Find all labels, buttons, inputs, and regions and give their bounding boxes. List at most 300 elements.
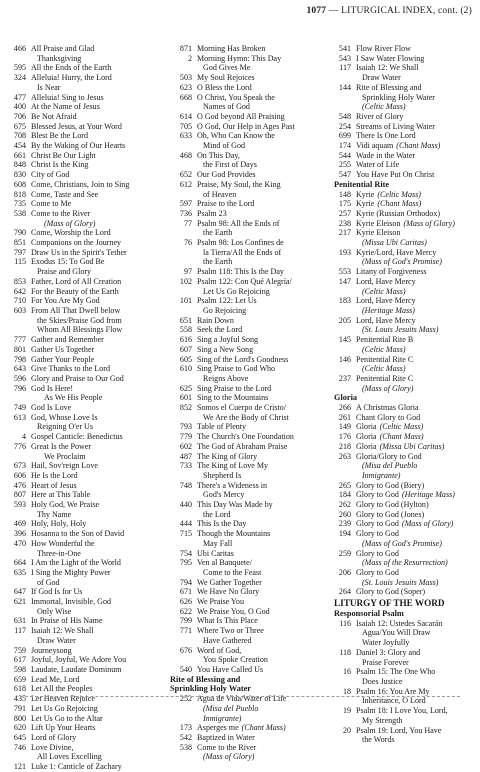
page-header [0, 6, 472, 16]
hymn-number: 779 [179, 432, 192, 442]
hymn-number: 558 [179, 325, 192, 335]
index-entry [334, 248, 478, 258]
hymn-number: 238 [338, 218, 351, 228]
hymn-number: 710 [13, 296, 26, 306]
index-entry [4, 131, 160, 141]
hymn-number: 444 [179, 519, 192, 529]
index-entry [334, 481, 478, 491]
hymn-number: 476 [13, 480, 26, 490]
hymn-title: Christ Be Our Light [31, 150, 96, 160]
index-entry [334, 529, 478, 539]
hymn-number: 675 [13, 121, 26, 131]
index-entry [170, 549, 328, 559]
hymn-title: Daniel 3: Glory and [356, 647, 421, 657]
hymn-title: Penitential Rite C [356, 373, 414, 383]
hymn-number: 798 [13, 354, 26, 364]
hymn-title: Psalm 122: Let Us [197, 296, 257, 306]
hymn-title: God, Whose Love Is [31, 412, 98, 422]
hymn-title: Praise, My Soul, the King [197, 179, 281, 189]
hymn-title: Thy Name [37, 509, 72, 519]
hymn-title: There Is One Lord [356, 131, 416, 141]
hymn-number: 612 [179, 179, 192, 189]
index-entry [334, 316, 478, 326]
hymn-title: Psalm 16: You Are My [356, 686, 430, 696]
hymn-number: 708 [13, 131, 26, 141]
entry-continuation [170, 704, 328, 714]
mass-setting: (Chant Mass) [241, 723, 286, 733]
hymn-title: Isaiah 12: We Shall [356, 63, 419, 73]
index-entry [4, 597, 160, 607]
hymn-title: (Misa del Pueblo [203, 703, 259, 713]
hymn-title: Sing to the Mountains [197, 393, 269, 403]
hymn-number: 664 [13, 558, 26, 568]
hymn-number: 466 [13, 44, 26, 53]
index-entry [170, 122, 328, 132]
index-entry [170, 335, 328, 345]
index-entry [170, 316, 328, 326]
hymn-number: 174 [338, 141, 351, 151]
hymn-title: (Missa Ubi Caritas) [362, 238, 427, 248]
hymn-number: 622 [179, 606, 192, 616]
hymn-title: Let Heaven Rejoice [31, 694, 95, 704]
hymn-title: Flow River Flow [356, 44, 411, 53]
hymn-number: 148 [338, 189, 351, 199]
hymn-title: the Lord [203, 509, 231, 519]
hymn-number: 851 [13, 238, 26, 248]
hymn-title: Gather Us Together [31, 344, 95, 354]
entry-continuation [334, 658, 478, 668]
hymn-title: Come to the Feast [203, 567, 262, 577]
entry-continuation [170, 539, 328, 549]
hymn-number: 603 [13, 305, 26, 315]
hymn-number: 548 [338, 111, 351, 121]
hymn-number: 217 [338, 228, 351, 238]
index-entry [4, 112, 160, 122]
hymn-title: By the Waking of Our Hearts [31, 141, 126, 151]
hymn-title: We Are the Body of Christ [203, 412, 289, 422]
hymn-title: (Mass of Glory) [203, 752, 255, 762]
hymn-title: Isaiah 12: We Shall [31, 626, 94, 636]
hymn-title: How Wonderful the [31, 538, 95, 548]
hymn-number: 454 [13, 141, 26, 151]
hymn-title: My Soul Rejoices [197, 73, 255, 83]
index-entry [4, 714, 160, 724]
hymn-number: 642 [13, 286, 26, 296]
entry-continuation [4, 549, 160, 559]
hymn-number: 617 [13, 655, 26, 665]
hymn-title: la Tierra/All the Ends of [203, 247, 282, 257]
entry-continuation [4, 510, 160, 520]
hymn-number: 759 [13, 645, 26, 655]
hymn-title: Thanksgiving [37, 53, 82, 63]
hymn-title: O God beyond All Praising [197, 111, 285, 121]
index-entry [334, 141, 478, 151]
entry-continuation [170, 471, 328, 481]
hymn-number: 699 [338, 131, 351, 141]
index-entry [334, 160, 478, 170]
hymn-number: 147 [338, 276, 351, 286]
hymn-title: I Sing the Mighty Power [31, 567, 111, 577]
hymn-title: Lord, Have Mercy [356, 296, 416, 306]
hymn-title: Water of Life [356, 160, 400, 170]
index-entry [334, 374, 478, 384]
hymn-title: Glory and Praise to Our God [31, 373, 124, 383]
hymn-title: the Earth [203, 257, 233, 267]
index-entry [170, 44, 328, 54]
hymn-title: Draw Us in the Spirit's Tether [31, 247, 127, 257]
index-entry [4, 403, 160, 413]
hymn-title: Holy, Holy, Holy [31, 519, 87, 529]
hymn-number: 257 [338, 208, 351, 218]
index-entry [4, 384, 160, 394]
hymn-title: Praise to the Lord [197, 199, 255, 209]
hymn-number: 635 [13, 567, 26, 577]
hymn-title: The King of Glory [197, 451, 258, 461]
hymn-title: Shepherd Is [203, 470, 242, 480]
index-entry [334, 44, 478, 54]
index-entry [170, 607, 328, 617]
hymn-title: (Mass of the Resurrection) [362, 558, 448, 568]
hymn-title: Draw Water [362, 73, 401, 83]
hymn-number: 254 [338, 121, 351, 131]
index-entry [170, 743, 328, 753]
index-entry [334, 267, 478, 277]
hymn-number: 598 [13, 665, 26, 674]
hymn-title: In Praise of His Name [31, 616, 103, 626]
hymn-number: 631 [13, 616, 26, 626]
hymn-number: 540 [179, 665, 192, 674]
hymn-number: 616 [179, 335, 192, 345]
index-entry [4, 257, 160, 267]
hymn-number: 538 [179, 742, 192, 752]
index-entry [334, 706, 478, 716]
hymn-title: the First of Days [203, 160, 257, 170]
hymn-title: Glory to God [356, 548, 399, 558]
entry-continuation [170, 102, 328, 112]
hymn-number: 144 [338, 82, 351, 92]
index-entry [170, 519, 328, 529]
hymn-title: of God [37, 577, 60, 587]
hymn-number: 145 [338, 335, 351, 345]
hymn-title: Gospel Canticle: Benedictus [31, 432, 123, 442]
hymn-number: 795 [179, 558, 192, 568]
hymn-title: Let Us Go Rejoicing [31, 703, 98, 713]
entry-continuation [334, 539, 478, 549]
hymn-title: Come to Me [31, 199, 72, 209]
hymn-title: O Christ, You Speak the [197, 92, 275, 102]
subsection-heading: Rite of Blessing and [170, 674, 241, 684]
hymn-title: Glory to God (Soper) [356, 587, 426, 597]
index-entry [4, 277, 160, 287]
hymn-title: Mind of God [203, 141, 246, 151]
hymn-number: 470 [13, 538, 26, 548]
hymn-number: 671 [179, 587, 192, 597]
hymn-title: Alleluia! Sing to Jesus [31, 92, 104, 102]
hymn-title: Where Two or Three [197, 626, 264, 636]
hymn-number: 149 [338, 422, 351, 432]
hymn-title: God Is Love [31, 403, 72, 413]
hymn-title: Water Joyfully [362, 638, 410, 648]
hymn-title: For You Are My God [31, 296, 100, 306]
index-entry [170, 616, 328, 626]
hymn-title: Sing a Joyful Song [197, 335, 259, 345]
hymn-title: Psalm 23 [197, 208, 227, 218]
index-entry [4, 519, 160, 529]
index-entry [334, 112, 478, 122]
entry-continuation [170, 655, 328, 665]
hymn-number: 252 [179, 694, 192, 704]
hymn-title: Go Rejoicing [203, 305, 247, 315]
hymn-title: Ven al Banquete/ [197, 558, 252, 568]
hymn-number: 621 [13, 597, 26, 607]
entry-continuation [334, 345, 478, 355]
hymn-number: 800 [13, 713, 26, 723]
hymn-title: Somos el Cuerpo de Cristo/ [197, 403, 286, 413]
index-entry [334, 209, 478, 219]
entry-continuation [334, 461, 478, 471]
hymn-number: 668 [179, 92, 192, 102]
index-entry [334, 355, 478, 365]
index-entry [170, 578, 328, 588]
hymn-title: Blessed Jesus, at Your Word [31, 121, 122, 131]
hymn-number: 848 [13, 160, 26, 170]
hymn-number: 597 [179, 199, 192, 209]
index-column-1 [4, 44, 160, 772]
index-entry [170, 403, 328, 413]
index-entry [334, 63, 478, 73]
hymn-number: 115 [14, 257, 26, 267]
hymn-title: Reigning O'er Us [37, 422, 93, 432]
index-entry [170, 345, 328, 355]
subsection-heading: Gloria [334, 393, 358, 403]
hymn-title: Draw Water [37, 635, 76, 645]
hymn-title: Lord of Glory [31, 732, 77, 742]
hymn-title: Wade in the Water [356, 150, 416, 160]
hymn-number: 18 [342, 686, 351, 696]
index-entry [4, 73, 160, 83]
hymn-title: Is Near [37, 82, 61, 92]
hymn-number: 659 [13, 674, 26, 684]
index-entry [4, 248, 160, 258]
entry-continuation [4, 393, 160, 403]
index-entry [334, 619, 478, 629]
entry-continuation [170, 752, 328, 762]
entry-continuation [4, 422, 160, 432]
hymn-number: 237 [338, 373, 351, 383]
hymn-title: Agua/You Will Draw [362, 628, 431, 638]
hymn-number: 771 [179, 626, 192, 636]
hymn-title: (Celtic Mass) [362, 286, 406, 296]
hymn-number: 117 [339, 63, 351, 73]
hymn-number: 643 [13, 364, 26, 374]
index-entry [4, 723, 160, 733]
hymn-title: A Christmas Gloria [356, 403, 419, 413]
index-entry [334, 131, 478, 141]
index-entry [170, 723, 328, 733]
hymn-title: Hail, Sov'reign Love [31, 461, 98, 471]
hymn-title: Asperges me [197, 723, 239, 733]
hymn-number: 614 [179, 111, 192, 121]
hymn-title: The King of Love My [197, 461, 269, 471]
hymn-title: (Celtic Mass) [362, 102, 406, 112]
hymn-number: 396 [13, 529, 26, 539]
entry-continuation [334, 628, 478, 638]
entry-continuation [4, 636, 160, 646]
mass-setting: (Chant Mass) [396, 141, 441, 151]
mass-setting: (Missa Ubi Caritas) [379, 441, 445, 451]
hymn-title: Psalm 18: I Love You, Lord, [356, 706, 448, 716]
entry-continuation [334, 73, 478, 83]
hymn-title: Kyrie Eleison [356, 228, 401, 238]
hymn-number: 736 [179, 208, 192, 218]
hymn-number: 602 [179, 441, 192, 451]
hymn-number: 543 [338, 53, 351, 63]
entry-continuation [4, 83, 160, 93]
entry-continuation [4, 267, 160, 277]
index-entry [4, 238, 160, 248]
entry-continuation [334, 102, 478, 112]
hymn-title: Psalm 122: Con Qué Alegría/ [197, 276, 292, 286]
hymn-number: 255 [338, 160, 351, 170]
hymn-number: 260 [338, 509, 351, 519]
hymn-number: 593 [13, 500, 26, 510]
hymn-title: Morning Hymn: This Day [197, 53, 282, 63]
hymn-title: Glory to God (Biery) [356, 480, 425, 490]
hymn-title: Litany of Forgiveness [356, 267, 427, 277]
index-entry [334, 151, 478, 161]
hymn-number: 605 [179, 354, 192, 364]
hymn-title: Let Us Go to the Altar [31, 713, 103, 723]
hymn-title: Luke 1: Canticle of Zachary [31, 762, 122, 772]
index-entry [170, 199, 328, 209]
entry-continuation [170, 374, 328, 384]
index-entry [170, 54, 328, 64]
entry-continuation [170, 490, 328, 500]
hymn-number: 797 [13, 247, 26, 257]
hymn-title: Isaiah 12: Ustedes Sacarán [356, 618, 443, 628]
index-entry [4, 44, 160, 54]
hymn-title: Christ Is the King [31, 160, 89, 170]
index-entry [170, 481, 328, 491]
entry-continuation [334, 238, 478, 248]
hymn-title: Be Not Afraid [31, 111, 77, 121]
hymn-number: 553 [338, 267, 351, 277]
hymn-title: You Spoke Creation [203, 655, 268, 665]
hymn-title: Alleluia! Hurry, the Lord [31, 73, 112, 83]
hymn-number: 807 [13, 490, 26, 500]
hymn-number: 715 [179, 529, 192, 539]
index-entry [334, 413, 478, 423]
hymn-number: 776 [13, 441, 26, 451]
hymn-title: Praise and Glory [37, 267, 92, 277]
index-entry [334, 667, 478, 677]
index-entry [170, 151, 328, 161]
index-entry [4, 374, 160, 384]
subsection-heading: Penitential Rite [334, 179, 390, 189]
hymn-number: 601 [179, 393, 192, 403]
hymn-number: 16 [342, 667, 351, 677]
hymn-number: 542 [179, 732, 192, 742]
hymn-title: There's a Wideness in [197, 480, 268, 490]
index-entry [334, 726, 478, 736]
entry-continuation [170, 510, 328, 520]
mass-setting: (Chant Mass) [379, 432, 424, 442]
hymn-title: the Earth [203, 228, 233, 238]
hymn-number: 2 [187, 53, 192, 63]
hymn-title: God Is Here! [31, 383, 74, 393]
hymn-title: Come, Christians, Join to Sing [31, 179, 130, 189]
hymn-number: 748 [179, 480, 192, 490]
hymn-number: 117 [14, 626, 26, 636]
entry-continuation [170, 257, 328, 267]
index-entry [170, 442, 328, 452]
hymn-title: Exodus 15: To God Be [31, 257, 105, 267]
hymn-number: 818 [13, 189, 26, 199]
page-title: — LITURGICAL INDEX, cont. (2) [328, 6, 472, 16]
hymn-title: Come, Taste and See [31, 189, 99, 199]
index-entry [4, 122, 160, 132]
hymn-title: May Fall [203, 538, 233, 548]
hymn-number: 259 [338, 548, 351, 558]
hymn-title: Kyrie [356, 199, 375, 209]
hymn-number: 265 [338, 480, 351, 490]
hymn-title: Baptized in Water [197, 732, 255, 742]
hymn-title: Morning Has Broken [197, 44, 266, 53]
mass-setting: (Chant Mass) [377, 199, 422, 209]
hymn-number: 796 [13, 383, 26, 393]
index-entry [170, 364, 328, 374]
hymn-title: At the Name of Jesus [31, 102, 100, 112]
entry-continuation [4, 452, 160, 462]
hymn-title: Only Wise [37, 606, 72, 616]
hymn-title: We Proclaim [44, 451, 86, 461]
entry-continuation [334, 677, 478, 687]
index-entry [170, 422, 328, 432]
hymn-number: 652 [179, 170, 192, 180]
hymn-number: 173 [179, 723, 192, 733]
index-entry [4, 616, 160, 626]
entry-continuation [334, 325, 478, 335]
hymn-number: 705 [179, 121, 192, 131]
index-entry [170, 277, 328, 287]
hymn-number: 4 [21, 432, 26, 442]
hymn-number: 101 [179, 296, 192, 306]
entry-continuation [334, 578, 478, 588]
hymn-title: We Praise You, O God [197, 606, 270, 616]
hymn-number: 830 [13, 170, 26, 180]
entry-continuation [170, 63, 328, 73]
hymn-title: Gather Your People [31, 354, 95, 364]
hymn-title: Rite of Blessing and [356, 82, 422, 92]
hymn-number: 790 [13, 228, 26, 238]
hymn-title: Ubi Caritas [197, 548, 234, 558]
index-entry [4, 141, 160, 151]
hymn-number: 102 [179, 276, 192, 286]
hymn-number: 625 [179, 383, 192, 393]
hymn-number: 661 [13, 150, 26, 160]
hymn-title: All Loves Excelling [37, 752, 102, 762]
index-entry [4, 180, 160, 190]
hymn-title: Kyrie [356, 189, 375, 199]
index-entry [4, 287, 160, 297]
hymn-number: 440 [179, 500, 192, 510]
hymn-number: 118 [339, 647, 351, 657]
index-entry [170, 432, 328, 442]
hymn-number: 777 [13, 335, 26, 345]
hymn-number: 400 [13, 102, 26, 112]
hymn-title: Heart of Jesus [31, 480, 77, 490]
hymn-number: 853 [13, 276, 26, 286]
